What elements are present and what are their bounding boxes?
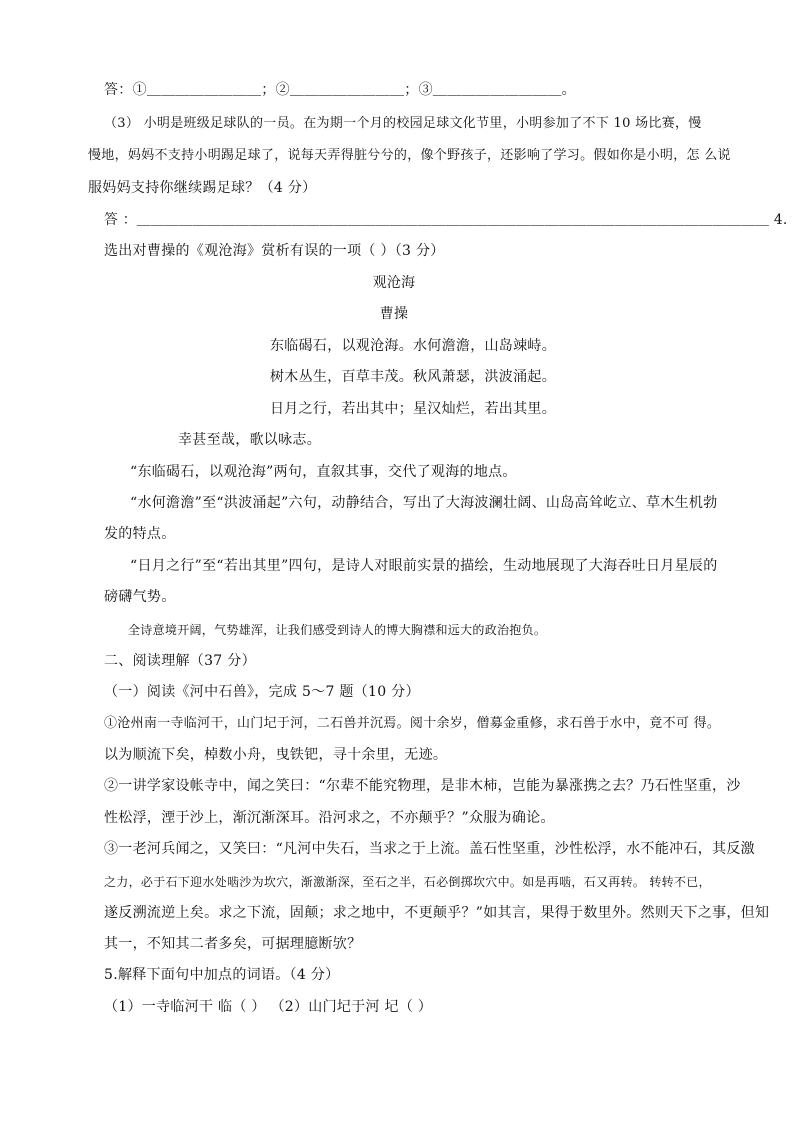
passage-p3-line-2: 之力，必于石下迎水处啮沙为坎穴，渐激渐深，至石之半，石必倒掷坎穴中。如是再啮，石又再转。 转转不已，	[104, 875, 711, 889]
option-c-line-1: “日月之行”至“若出其里”四句，是诗人对眼前实景的描绘，生动地展现了大海吞吐日月星辰的	[130, 558, 718, 574]
question-3-line-2: 慢地，妈妈不支持小明踢足球了，说每天弄得脏兮兮的，像个野孩子，还影响了学习。假如你是小明，怎 么说	[88, 148, 731, 163]
option-c-line-2: 磅礴气势。	[104, 589, 176, 605]
question-5-items: （1）一寺临河干 临（ ） （2）山门圮于河 圮（ ）	[104, 999, 433, 1015]
answer-line-4: 答 ：＿＿＿＿＿＿＿＿＿＿＿＿＿＿＿＿＿＿＿＿＿＿＿＿＿＿＿＿＿＿＿＿＿＿＿＿＿＿＿＿＿＿＿＿＿ 4.	[104, 212, 788, 228]
poem-line-1: 东临碣石，以观沧海。水何澹澹，山岛竦峙。	[270, 338, 556, 354]
option-b-line-1: “水何澹澹”至“洪波涌起”六句，动静结合，写出了大海波澜壮阔、山岛高耸屹立、草木生机勃	[130, 495, 718, 511]
passage-p3-line-3: 遂反溯流逆上矣。求之下流，固颠；求之地中，不更颠乎？”如其言，果得于数里外。然则天下之事，但知	[104, 905, 770, 921]
passage-p3-line-1: ③一老河兵闻之，又笑曰：“凡河中失石，当求之于上流。盖石性坚重，沙性松浮，水不能冲石，其反激	[104, 841, 755, 857]
answer-blanks-line: 答：①＿＿＿＿＿＿＿＿；②＿＿＿＿＿＿＿＿；③＿＿＿＿＿＿＿＿＿。	[104, 82, 576, 98]
poem-title: 观沧海	[372, 275, 416, 291]
question-5-prompt: 5.解释下面句中加点的词语。（4 分）	[104, 967, 340, 983]
poem-line-4: 幸甚至哉，歌以咏志。	[178, 432, 321, 448]
poem-line-3: 日月之行，若出其中；星汉灿烂，若出其里。	[270, 401, 556, 417]
poem-author: 曹操	[379, 306, 409, 322]
passage-p1-line-1: ①沧州南一寺临河干，山门圮于河，二石兽并沉焉。阅十余岁，僧募金重修，求石兽于水中，竟不可 得。	[104, 716, 721, 731]
question-4-prompt: 选出对曹操的《观沧海》赏析有误的一项（ ）（3 分）	[104, 243, 445, 259]
poem-line-2: 树木丛生，百草丰茂。秋风萧瑟，洪波涌起。	[270, 369, 556, 385]
passage-p3-line-4: 其一，不知其二者多矣，可据理臆断欤？	[104, 936, 362, 952]
option-b-line-2: 发的特点。	[104, 526, 176, 542]
question-3-line-1: （3） 小明是班级足球队的一员。在为期一个月的校园足球文化节里，小明参加了不下 10 场比赛，慢	[104, 116, 702, 131]
section-2-heading: 二、阅读理解（37 分）	[104, 653, 256, 669]
passage-p1-line-2: 以为顺流下矣，棹数小舟，曳铁钯，寻十余里，无迹。	[104, 747, 448, 763]
question-3-line-3: 服妈妈支持你继续踢足球？（4 分）	[88, 180, 317, 196]
passage-p2-line-1: ②一讲学家设帐寺中，闻之笑曰：“尔辈不能究物理，是非木柿，岂能为暴涨携之去？乃石性坚重，沙	[104, 778, 741, 794]
option-a: “东临碣石，以观沧海”两句，直叙其事，交代了观海的地点。	[130, 464, 517, 480]
passage-p2-line-2: 性松浮，湮于沙上，渐沉渐深耳。沿河求之，不亦颠乎？”众服为确论。	[104, 810, 555, 826]
option-d: 全诗意境开阔，气势雄浑，让我们感受到诗人的博大胸襟和远大的政治抱负。	[128, 623, 547, 637]
reading-1-heading: （一）阅读《河中石兽》，完成 5～7 题（10 分）	[104, 684, 420, 700]
